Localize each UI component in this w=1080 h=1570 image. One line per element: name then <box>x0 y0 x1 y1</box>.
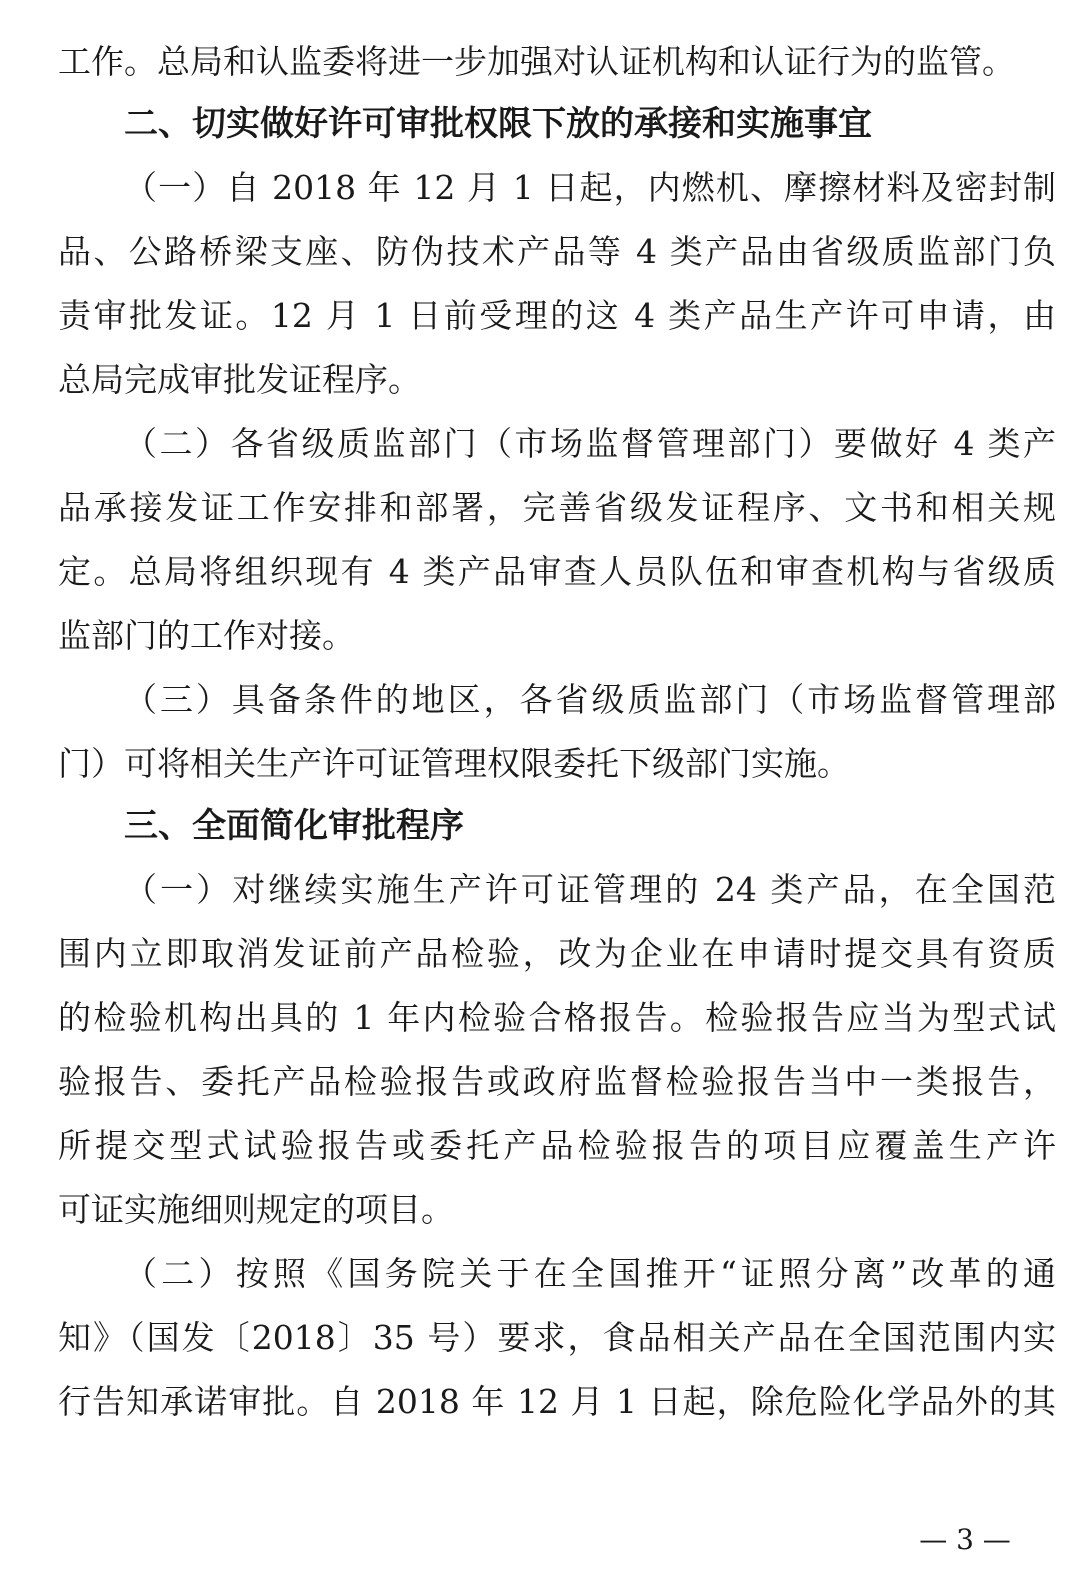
paragraph-line: 门）可将相关生产许可证管理权限委托下级部门实施。 <box>58 744 850 783</box>
paragraph-line: 可证实施细则规定的项目。 <box>58 1190 454 1229</box>
page-number: — 3 — <box>919 1523 1011 1556</box>
paragraph-line: 品承接发证工作安排和部署，完善省级发证程序、文书和相关规 <box>58 488 1056 527</box>
paragraph-line: 围内立即取消发证前产品检验，改为企业在申请时提交具有资质 <box>58 934 1056 973</box>
paragraph-line: 行告知承诺审批。自 2018 年 12 月 1 日起，除危险化学品外的其 <box>58 1382 1056 1421</box>
section-heading-2: 二、切实做好许可审批权限下放的承接和实施事宜 <box>124 104 872 144</box>
paragraph-line: （三）具备条件的地区，各省级质监部门（市场监督管理部 <box>124 680 1056 719</box>
paragraph-line: 工作。总局和认监委将进一步加强对认证机构和认证行为的监管。 <box>58 42 1015 81</box>
paragraph-line: （一）对继续实施生产许可证管理的 24 类产品，在全国范 <box>124 870 1056 909</box>
paragraph-line: 验报告、委托产品检验报告或政府监督检验报告当中一类报告， <box>58 1062 1056 1101</box>
paragraph-line: （一）自 2018 年 12 月 1 日起，内燃机、摩擦材料及密封制 <box>124 168 1056 207</box>
paragraph-line: 监部门的工作对接。 <box>58 616 355 655</box>
paragraph-line: （二）按照《国务院关于在全国推开“证照分离”改革的通 <box>124 1254 1056 1293</box>
paragraph-line: （二）各省级质监部门（市场监督管理部门）要做好 4 类产 <box>124 424 1056 463</box>
paragraph-line: 责审批发证。12 月 1 日前受理的这 4 类产品生产许可申请，由 <box>58 296 1056 335</box>
section-heading-3: 三、全面简化审批程序 <box>124 806 464 846</box>
paragraph-line: 定。总局将组织现有 4 类产品审查人员队伍和审查机构与省级质 <box>58 552 1056 591</box>
paragraph-line: 所提交型式试验报告或委托产品检验报告的项目应覆盖生产许 <box>58 1126 1056 1165</box>
paragraph-line: 的检验机构出具的 1 年内检验合格报告。检验报告应当为型式试 <box>58 998 1056 1037</box>
paragraph-line: 品、公路桥梁支座、防伪技术产品等 4 类产品由省级质监部门负 <box>58 232 1056 271</box>
paragraph-line: 总局完成审批发证程序。 <box>58 360 421 399</box>
paragraph-line: 知》（国发〔2018〕35 号）要求，食品相关产品在全国范围内实 <box>58 1318 1056 1357</box>
